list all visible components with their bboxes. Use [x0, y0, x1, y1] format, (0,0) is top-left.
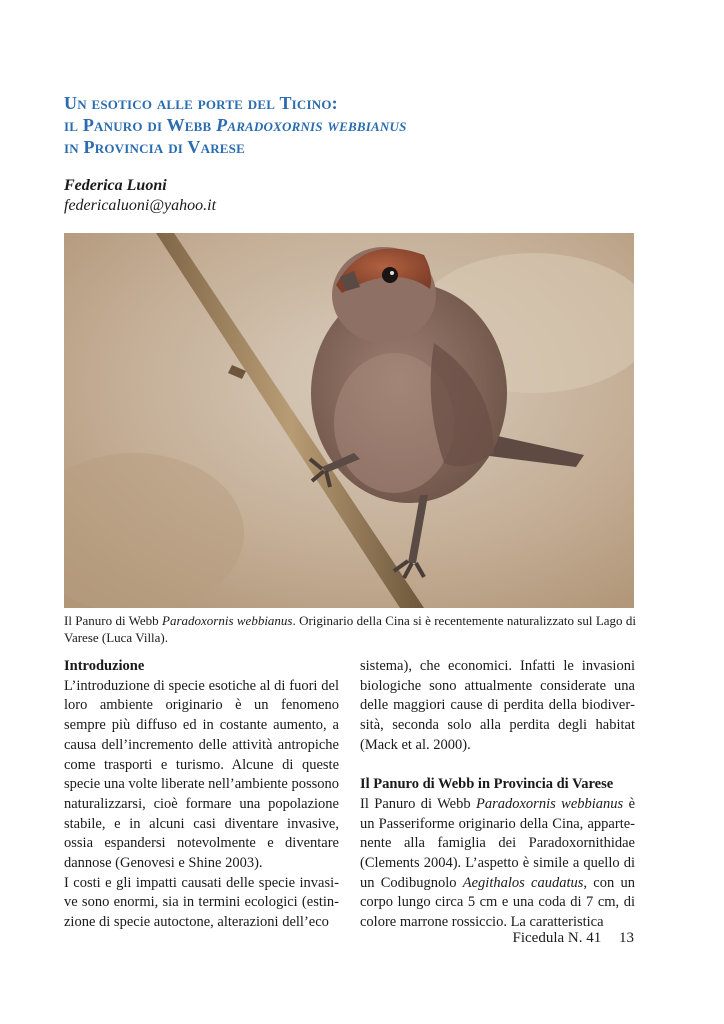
- bird-illustration: [64, 233, 634, 608]
- s2-species-2: Aegithalos caudatus: [462, 874, 584, 891]
- author-block: [64, 176, 216, 216]
- intro-paragraph-2-continued: sistema), che economici. Infatti le invasioni biologiche sono attualmente considerate una delle maggiori cause di perdita della biodiversità, seconda solo alla perdita degli habitat (Mack et al. 2000).: [360, 658, 635, 753]
- title-line-3: in Provincia di Varese: [64, 137, 245, 157]
- caption-species: Paradoxornis webbianus: [162, 613, 293, 628]
- caption-suffix: . Originario della Cina si è recentemente naturalizzato sul Lago di Varese (Luca Villa).: [64, 613, 636, 645]
- author-email[interactable]: federicaluoni@yahoo.it: [64, 197, 217, 214]
- left-column: [64, 657, 339, 933]
- author-name: Federica Luoni: [64, 177, 167, 194]
- page-footer: [513, 929, 634, 947]
- figure-caption: [64, 612, 636, 646]
- article-title: [64, 92, 664, 158]
- page-number: 13: [619, 930, 634, 946]
- s2-text-2: è un Passeriforme originario della Cina, appartenente alla famiglia dei Paradoxornithidae (Clements 2004). L’aspetto è simile a quello di un Codibugnolo: [360, 795, 636, 891]
- intro-paragraph-2: I costi e gli impatti causati delle specie invasive sono enormi, sia in termini ecologici (estinzione di specie autoctone, alterazioni dell’eco: [64, 874, 339, 931]
- intro-paragraph-1: L’introduzione di specie esotiche al di fuori del loro ambiente originario è un fenomeno sempre più diffuso ed in costante aumento, a causa dell’incremento delle attività antropiche come trasporti e turismo. Alcune di queste specie una volte liberate nell’ambiente possono naturalizzarsi, cioè formare una popolazione stabile, e in alcuni casi diventare invasive, ossia espandersi notevolmente e diventare dannose (Genovesi e Shine 2003).: [64, 677, 340, 872]
- caption-prefix: Il Panuro di Webb: [64, 613, 163, 628]
- s2-text-3: , con un corpo lungo circa 5 cm e una coda di 7 cm, di colore marrone rossiccio. La caratteristica: [360, 874, 636, 931]
- journal-name: Ficedula N. 41: [512, 930, 602, 946]
- title-line-1: Un esotico alle porte del Ticino:: [64, 93, 338, 113]
- title-line-2: [64, 114, 664, 136]
- s2-species-1: Paradoxornis webbianus: [476, 795, 624, 812]
- bird-photo: [64, 233, 634, 608]
- title-species: Paradoxornis webbianus: [216, 115, 407, 135]
- section2-heading: Il Panuro di Webb in Provincia di Varese: [360, 776, 614, 793]
- s2-text-1: Il Panuro di Webb: [360, 795, 476, 812]
- right-column: [360, 657, 635, 933]
- section2-paragraph: [360, 795, 635, 933]
- intro-heading: Introduzione: [64, 658, 145, 674]
- title-line-2-text: il Panuro di Webb: [64, 115, 217, 135]
